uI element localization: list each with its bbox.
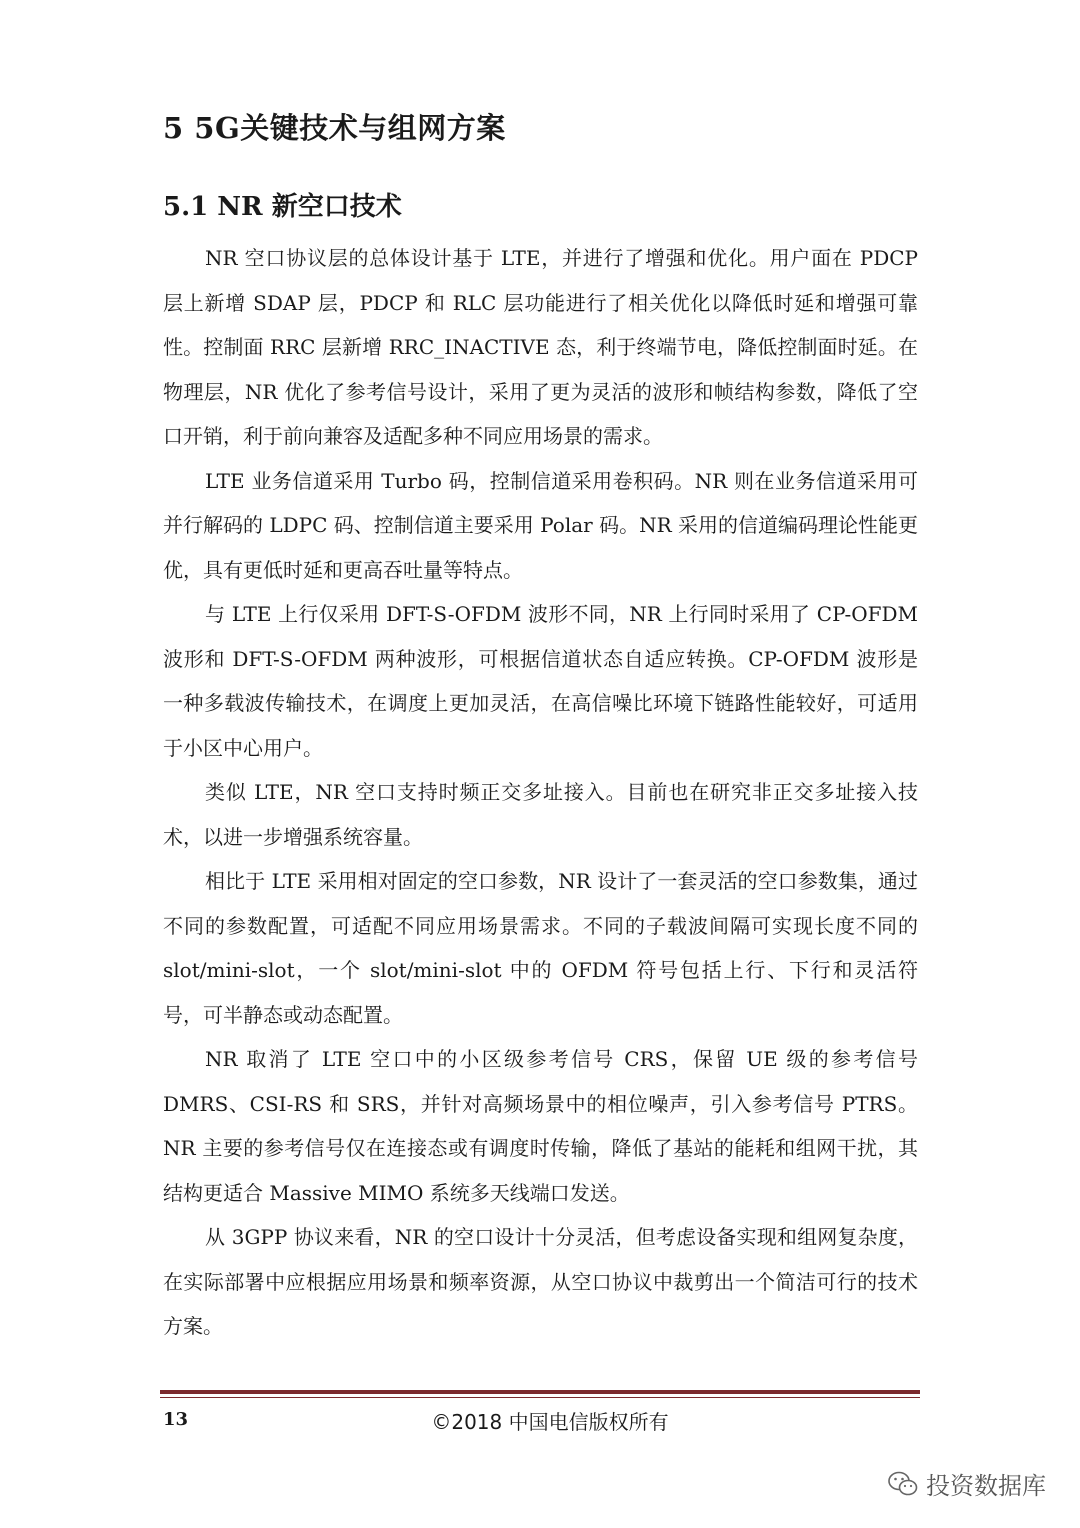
paragraph: 相比于 LTE 采用相对固定的空口参数，NR 设计了一套灵活的空口参数集，通过不同的参数配置，可适配不同应用场景需求。不同的子载波间隔可实现长度不同的 slot/mini-slot，一个 slot/mini-slot 中的 OFDM 符号包括上行、下行和灵活符号，可半静态或动态配置。 (163, 869, 918, 1027)
paragraph: 与 LTE 上行仅采用 DFT-S-OFDM 波形不同，NR 上行同时采用了 CP-OFDM 波形和 DFT-S-OFDM 两种波形，可根据信道状态自适应转换。CP-OFDM 波形是一种多载波传输技术，在调度上更加灵活，在高信噪比环境下链路性能较好，可适用于小区中心用户。 (163, 602, 918, 760)
paragraph: LTE 业务信道采用 Turbo 码，控制信道采用卷积码。NR 则在业务信道采用可并行解码的 LDPC 码、控制信道主要采用 Polar 码。NR 采用的信道编码理论性能更优，具有更低时延和更高吞吐量等特点。 (163, 468, 918, 582)
footer-rule-thick (160, 1390, 920, 1394)
paragraph: 从 3GPP 协议来看，NR 的空口设计十分灵活，但考虑设备实现和组网复杂度，在实际部署中应根据应用场景和频率资源，从空口协议中裁剪出一个简洁可行的技术方案。 (163, 1225, 918, 1338)
watermark-text: 投资数据库 (926, 1472, 1046, 1500)
page-number: 13 (163, 1409, 189, 1430)
section-title: 5.1 NR 新空口技术 (163, 192, 402, 222)
wechat-icon (888, 1471, 918, 1497)
paragraph: 类似 LTE，NR 空口支持时频正交多址接入。目前也在研究非正交多址接入技术，以进一步增强系统容量。 (163, 780, 918, 849)
chapter-title: 5 5G关键技术与组网方案 (163, 111, 506, 145)
watermark (888, 1466, 1046, 1501)
body-text (163, 236, 918, 1349)
copyright-notice: ©2018 中国电信版权所有 (431, 1410, 669, 1434)
paragraph: NR 空口协议层的总体设计基于 LTE，并进行了增强和优化。用户面在 PDCP 层上新增 SDAP 层，PDCP 和 RLC 层功能进行了相关优化以降低时延和增强可靠性。控制面 RRC 层新增 RRC_INACTIVE 态，利于终端节电，降低控制面时延。在物理层，NR 优化了参考信号设计，采用了更为灵活的波形和帧结构参数，降低了空口开销，利于前向兼容及适配多种不同应用场景的需求。 (163, 246, 918, 448)
footer-rule-thin (160, 1397, 920, 1398)
paragraph: NR 取消了 LTE 空口中的小区级参考信号 CRS，保留 UE 级的参考信号 DMRS、CSI-RS 和 SRS，并针对高频场景中的相位噪声，引入参考信号 PTRS。NR 主要的参考信号仅在连接态或有调度时传输，降低了基站的能耗和组网干扰，其结构更适合 Massive MIMO 系统多天线端口发送。 (163, 1047, 918, 1205)
